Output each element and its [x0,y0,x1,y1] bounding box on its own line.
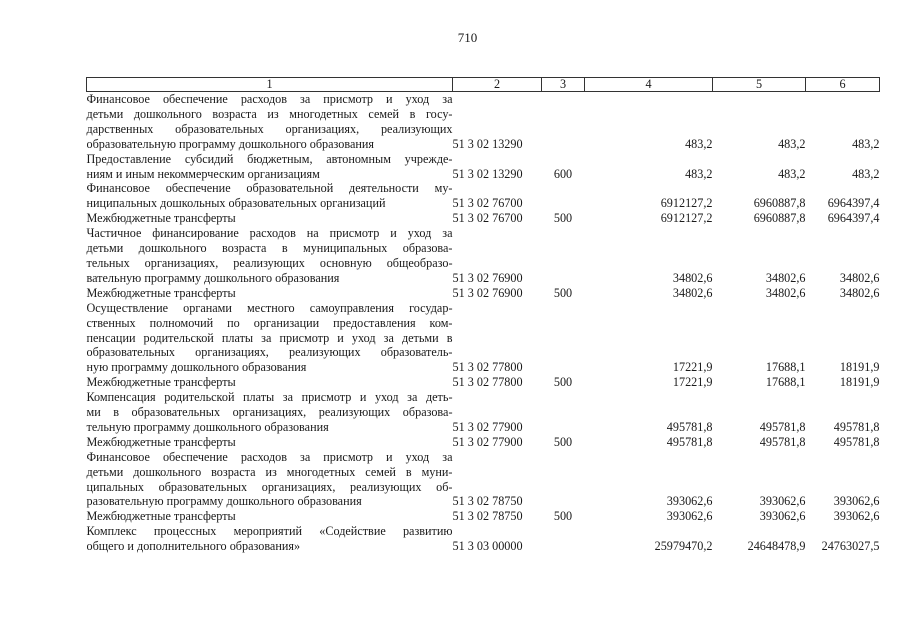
row-expense-type [542,390,585,435]
row-name [87,435,453,450]
table-row [87,509,880,524]
row-name-line: ципальных образовательных организациях, реализующих об- [86,479,453,494]
row-target-code: 51 3 02 13290 [452,166,523,181]
row-name-line: образовательную программу дошкольного образования [86,136,375,151]
row-name-line: Межбюджетные трансферты [86,211,236,226]
row-expense-type: 600 [553,166,573,181]
table-body [87,92,880,555]
row-target-code: 51 3 02 77900 [452,419,523,434]
row-name [87,226,453,286]
row-expense-type: 500 [553,211,573,226]
row-name-line: тельную программу дошкольного образования [86,419,329,434]
row-name [87,211,453,226]
row-value-year1: 483,2 [685,166,713,181]
row-name [87,181,453,211]
row-name-line: Финансовое обеспечение образовательной деятельности му- [86,181,453,196]
row-expense-type [542,301,585,376]
row-value-year1: 6912127,2 [660,211,713,226]
row-name-line: ниям и иным некоммерческим организациям [86,166,320,181]
row-name-line: детьми дошкольного возраста из многодетных семей в муни- [86,464,453,479]
row-value-year2: 393062,6 [759,494,806,509]
row-name-line: Финансовое обеспечение расходов за присмотр и уход за [86,449,453,464]
row-value-year3: 483,2 [852,166,880,181]
row-value-year3: 24763027,5 [821,539,880,554]
table-row [87,152,880,182]
row-name-line: Межбюджетные трансферты [86,375,236,390]
row-target-code: 51 3 03 00000 [452,539,523,554]
row-expense-type [542,524,585,554]
row-value-year1: 17221,9 [672,360,713,375]
table-row [87,301,880,376]
row-name-line: Осуществление органами местного самоуправления государ- [86,300,453,315]
row-value-year3: 495781,8 [833,434,880,449]
row-name-line: вательную программу дошкольного образования [86,270,340,285]
row-value-year1: 25979470,2 [654,539,713,554]
column-header-5: 5 [713,78,806,92]
row-value-year3: 6964397,4 [827,196,880,211]
row-name [87,450,453,510]
row-value-year1: 34802,6 [672,270,713,285]
row-target-code: 51 3 02 77900 [452,434,523,449]
row-name-line: ственных полномочий по организации предоставления ком- [86,315,453,330]
row-name-line: детьми дошкольного возраста в муниципальных образова- [86,241,453,256]
row-name [87,152,453,182]
row-value-year2: 495781,8 [759,419,806,434]
row-target-code: 51 3 02 77800 [452,375,523,390]
header-row [87,78,880,92]
row-value-year2: 483,2 [778,166,806,181]
row-name-line: Предоставление субсидий бюджетным, автономным учрежде- [86,151,453,166]
table-row [87,181,880,211]
column-header-1: 1 [87,78,453,92]
row-target-code: 51 3 02 77800 [452,360,523,375]
row-value-year2: 24648478,9 [747,539,806,554]
row-value-year3: 34802,6 [839,285,880,300]
row-value-year3: 34802,6 [839,270,880,285]
table-row [87,390,880,435]
row-value-year2: 6960887,8 [753,196,806,211]
row-expense-type [542,450,585,510]
row-value-year2: 34802,6 [765,285,806,300]
row-value-year2: 17688,1 [765,360,806,375]
row-name-line: тельных организациях, реализующих основную общеобразо- [86,255,453,270]
row-name-line: ниципальных дошкольных образовательных организаций [86,196,386,211]
row-name [87,390,453,435]
row-value-year2: 6960887,8 [753,211,806,226]
row-value-year1: 393062,6 [666,494,713,509]
row-target-code: 51 3 02 78750 [452,494,523,509]
table-row [87,435,880,450]
column-header-3: 3 [542,78,585,92]
row-name-line: пенсации родительской платы за присмотр и уход за детьми в [86,330,453,345]
column-header-2: 2 [453,78,542,92]
row-name-line: Комплекс процессных мероприятий «Содействие развитию [86,524,453,539]
row-target-code: 51 3 02 76700 [452,211,523,226]
budget-table [86,77,880,554]
row-name-line: Межбюджетные трансферты [86,285,236,300]
row-name-line: Межбюджетные трансферты [86,434,236,449]
row-name-line: Компенсация родительской платы за присмотр и уход за деть- [86,390,453,405]
row-name [87,375,453,390]
row-target-code: 51 3 02 76700 [452,196,523,211]
row-value-year2: 17688,1 [765,375,806,390]
column-header-6: 6 [806,78,880,92]
row-name-line: общего и дополнительного образования» [86,539,301,554]
row-value-year1: 393062,6 [666,509,713,524]
row-value-year3: 393062,6 [833,509,880,524]
row-name [87,92,453,152]
row-name-line: разовательную программу дошкольного образования [86,494,362,509]
row-target-code: 51 3 02 78750 [452,509,523,524]
page-number: 710 [457,30,478,45]
row-value-year1: 17221,9 [672,375,713,390]
row-expense-type: 500 [553,509,573,524]
row-value-year1: 483,2 [685,136,713,151]
row-name [87,301,453,376]
table-row [87,226,880,286]
row-value-year1: 6912127,2 [660,196,713,211]
row-value-year3: 6964397,4 [827,211,880,226]
row-name-line: Финансовое обеспечение расходов за присмотр и уход за [86,92,453,106]
row-value-year3: 18191,9 [839,360,880,375]
row-target-code: 51 3 02 76900 [452,285,523,300]
row-value-year2: 393062,6 [759,509,806,524]
row-target-code: 51 3 02 76900 [452,270,523,285]
row-name-line: Межбюджетные трансферты [86,509,236,524]
table-row [87,211,880,226]
row-expense-type [542,181,585,211]
row-expense-type: 500 [553,434,573,449]
row-name-line: образовательных организациях, реализующих образователь- [86,345,453,360]
row-value-year3: 393062,6 [833,494,880,509]
column-header-4: 4 [585,78,713,92]
row-name [87,286,453,301]
row-value-year1: 495781,8 [666,419,713,434]
row-value-year2: 483,2 [778,136,806,151]
row-value-year1: 495781,8 [666,434,713,449]
row-expense-type [542,226,585,286]
row-name [87,509,453,524]
row-name-line: Частичное финансирование расходов на присмотр и уход за [86,226,453,241]
row-name-line: ми в образовательных организациях, реализующих образова- [86,405,453,420]
table-row [87,450,880,510]
row-value-year2: 34802,6 [765,270,806,285]
row-value-year3: 18191,9 [839,375,880,390]
row-expense-type [542,92,585,152]
table-row [87,286,880,301]
row-target-code: 51 3 02 13290 [452,136,523,151]
row-value-year3: 483,2 [852,136,880,151]
row-name-line: дарственных образовательных организациях, реализующих [86,121,453,136]
row-value-year3: 495781,8 [833,419,880,434]
row-expense-type: 500 [553,285,573,300]
row-expense-type: 500 [553,375,573,390]
row-value-year1: 34802,6 [672,285,713,300]
table-row [87,375,880,390]
row-name-line: ную программу дошкольного образования [86,360,307,375]
row-value-year2: 495781,8 [759,434,806,449]
table-row [87,524,880,554]
row-name-line: детьми дошкольного возраста из многодетных семей в госу- [86,106,453,121]
table-row [87,92,880,152]
row-name [87,524,453,554]
